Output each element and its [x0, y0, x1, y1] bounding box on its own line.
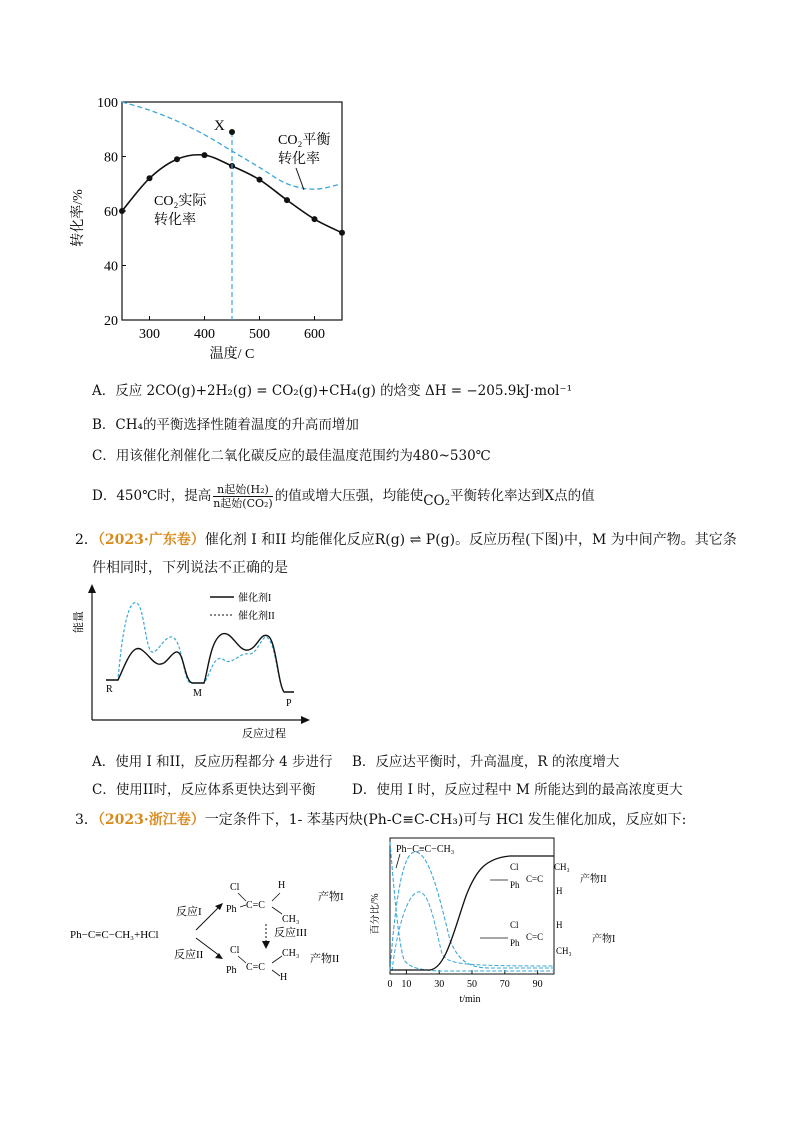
- eq-curve-label-1: CO₂平衡: [278, 133, 331, 148]
- prod2-h: H: [556, 886, 563, 896]
- q1-option-a: [92, 381, 572, 401]
- q1-option-d-co2: CO₂: [423, 493, 451, 509]
- prod1-h: H: [278, 880, 286, 891]
- q2-option-a: A．使用 I 和II，反应历程都分 4 步进行: [92, 754, 333, 770]
- prod2-label: 产物II: [310, 953, 340, 965]
- q2-option-b: B．反应达平衡时，升高温度，R 的浓度增大: [352, 754, 620, 770]
- prod1-ch3: CH₃: [282, 914, 300, 925]
- q2-stem-line-2: 件相同时，下列说法不正确的是: [92, 560, 288, 576]
- prod1-c-eq-c: C=C: [246, 900, 265, 911]
- q1-option-d-middle: 的值或增大压强，均能使: [274, 488, 424, 504]
- q3-number: 3．: [75, 812, 98, 828]
- reactant: Ph−C≡C−CH₃+HCl: [70, 929, 159, 941]
- fraction-denominator: n起始(CO₂): [213, 496, 273, 510]
- q3-stem-a: 一定条件下，1- 苯基丙炔(: [204, 812, 369, 828]
- x-tick-label: 10: [401, 979, 412, 990]
- fraction-numerator: n起始(H₂): [213, 483, 273, 497]
- y-axis-label: 转化率/%: [71, 189, 86, 247]
- reactant-leader: [396, 854, 400, 868]
- prod2-bond-cl: [238, 956, 246, 963]
- kinetics-plot: [370, 830, 680, 1010]
- reaction-2-label: 反应II: [174, 949, 204, 961]
- prod1-ph: Ph: [510, 938, 520, 948]
- prod2-c-eq-c: C=C: [526, 874, 544, 884]
- q2-option-d: D．使用 I 时，反应过程中 M 所能达到的最高浓度更大: [352, 782, 683, 798]
- q2-number: 2．: [75, 532, 98, 548]
- prod2-h: H: [280, 972, 288, 980]
- eq-curve-label-2: 转化率: [278, 152, 320, 167]
- q3-stem: [75, 809, 686, 831]
- reaction-3-label: 反应III: [274, 927, 307, 939]
- q2-stem-line-1: [75, 529, 737, 551]
- q2-stem-equation: R(g) ⇌ P(g): [374, 532, 456, 548]
- point-x: [229, 129, 235, 135]
- prod1-h: H: [556, 920, 563, 930]
- prod1-bond-cl: [238, 893, 246, 901]
- prod2-ph: Ph: [226, 965, 237, 976]
- y-tick-label: 60: [104, 205, 118, 220]
- prod1-ph: Ph: [226, 904, 237, 915]
- prod1-bond-h: [272, 893, 280, 901]
- actual-data-point: [284, 197, 290, 203]
- x-tick-label: 50: [467, 979, 477, 990]
- product1-curve: [390, 852, 554, 971]
- x-axis-label: t/min: [459, 994, 481, 1005]
- reactant-curve: [390, 842, 554, 971]
- actual-data-point: [312, 216, 318, 222]
- legend-label-2: 催化剂II: [238, 611, 275, 622]
- prod1-cl: Cl: [510, 920, 519, 930]
- prod2-ch3: CH₃: [554, 862, 570, 872]
- y-axis-arrow: [88, 584, 96, 593]
- x-axis-arrow: [301, 716, 310, 724]
- plot-frame: [390, 838, 554, 974]
- q1-option-b-prefix: B．: [92, 417, 116, 433]
- prod2-cl: Cl: [510, 862, 519, 872]
- q1-option-c: C．用该催化剂催化二氧化碳反应的最佳温度范围约为480~530℃: [92, 448, 491, 464]
- prod2-bond-h: [272, 970, 280, 976]
- x-tick-label: 70: [499, 979, 510, 990]
- q1-option-a-suffix: 的焓变 ΔH = −205.9kJ·mol⁻¹: [380, 383, 572, 399]
- prod1-label: 产物I: [592, 934, 616, 945]
- x-tick-label: 30: [434, 979, 445, 990]
- prod1-cl: Cl: [230, 882, 240, 893]
- q3-source: （2023·浙江卷）: [97, 812, 205, 828]
- x-axis-label: 反应过程: [242, 728, 286, 740]
- q1-option-b-text: 的平衡选择性随着温度的升高而增加: [142, 417, 359, 433]
- q1-option-d-suffix: 平衡转化率达到X点的值: [450, 488, 595, 504]
- prod2-c-eq-c: C=C: [246, 962, 265, 973]
- label-m: M: [193, 688, 202, 699]
- x-tick-label: 90: [532, 979, 543, 990]
- y-tick-label: 80: [104, 150, 118, 166]
- reaction-scheme: [70, 870, 380, 980]
- arrow-head-3: [262, 941, 270, 949]
- reaction-1-label: 反应I: [176, 906, 202, 918]
- actual-data-point: [174, 156, 180, 162]
- actual-data-point: [257, 177, 263, 183]
- x-tick-label: 500: [249, 327, 270, 342]
- q1-option-a-equation: 2CO(g)+2H₂(g) = CO₂(g)+CH₄(g): [146, 383, 376, 399]
- y-tick-label: 40: [104, 259, 118, 275]
- y-tick-label: 20: [104, 314, 118, 329]
- prod2-bond-ch3: [272, 956, 282, 963]
- reactant-label: Ph−C≡C−CH₃: [396, 844, 455, 855]
- arrow-head-2: [215, 953, 223, 959]
- y-axis-label: 百分比/%: [370, 893, 381, 935]
- x-tick-label: 300: [139, 327, 160, 342]
- x-tick-label: 400: [194, 327, 215, 342]
- prod1-ch3: CH₃: [556, 946, 572, 956]
- prod2-cl: Cl: [230, 945, 240, 956]
- q1-option-a-prefix: A．反应: [92, 383, 143, 399]
- label-r: R: [106, 684, 113, 695]
- prod1-label: 产物I: [318, 891, 344, 903]
- prod1-bond-ch3: [272, 907, 282, 914]
- prod2-ph: Ph: [510, 880, 520, 890]
- q1-option-b: [92, 415, 359, 435]
- x-axis-label: 温度/ C: [209, 347, 255, 362]
- q1-option-b-ch4: CH₄: [115, 417, 143, 433]
- prod1-c-eq-c: C=C: [526, 932, 544, 942]
- x-tick-label: 600: [304, 327, 325, 342]
- actual-data-point: [339, 230, 345, 236]
- actual-data-point: [147, 175, 153, 181]
- x-tick-label: 0: [387, 979, 393, 990]
- q2-option-c: C．使用II时，反应体系更快达到平衡: [92, 782, 316, 798]
- q2-source: （2023·广东卷）: [97, 532, 205, 548]
- arrow-head-1: [215, 903, 223, 910]
- catalyst-1-path: [106, 634, 294, 692]
- q2-stem-b: 。反应历程(下图)中，M 为中间产物。其它条: [455, 532, 737, 548]
- prod2-ch3: CH₃: [282, 948, 300, 959]
- prod2-label: 产物II: [580, 874, 607, 885]
- q1-option-d: [92, 478, 595, 514]
- y-axis-label: 能量: [73, 611, 85, 633]
- act-curve-label-1: CO₂实际: [154, 194, 207, 209]
- q3-stem-b: )可与 HCl 发生催化加成，反应如下:: [457, 812, 687, 828]
- ratio-fraction: [213, 483, 273, 510]
- label-p: P: [286, 698, 292, 709]
- q2-stem-a: 催化剂 I 和II 均能催化反应: [204, 532, 375, 548]
- q3-stem-formula: Ph-C≡C-CH₃: [368, 812, 458, 828]
- legend-label-1: 催化剂I: [238, 593, 272, 604]
- q1-option-d-prefix: D．450℃时，提高: [92, 488, 212, 504]
- point-x-label: X: [214, 117, 225, 134]
- actual-data-point: [202, 152, 208, 158]
- conversion-chart: [60, 88, 360, 368]
- act-curve-label-2: 转化率: [154, 213, 196, 228]
- energy-profile-diagram: [72, 580, 312, 742]
- actual-data-point: [119, 208, 125, 214]
- y-tick-label: 100: [97, 96, 118, 111]
